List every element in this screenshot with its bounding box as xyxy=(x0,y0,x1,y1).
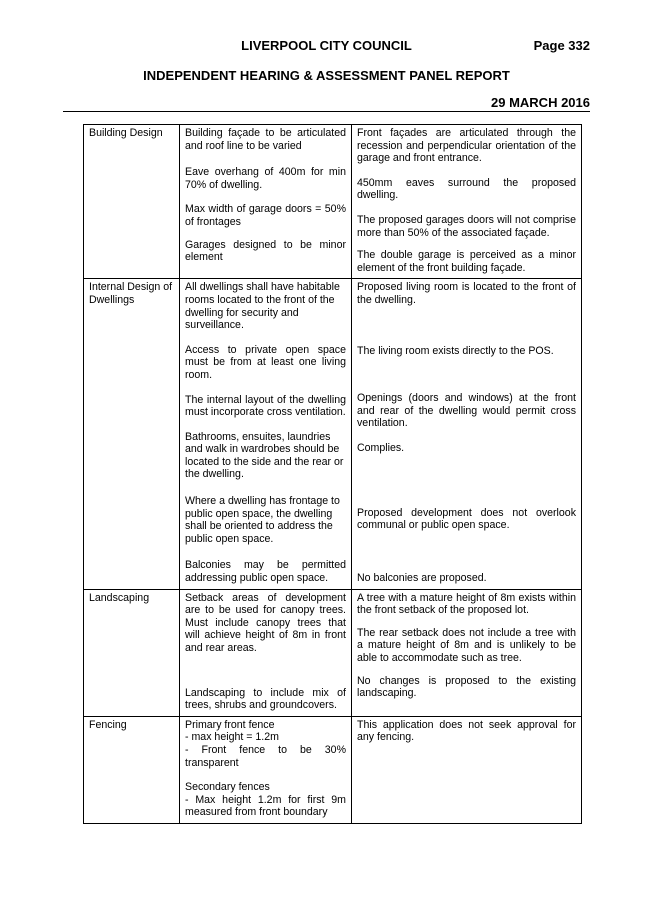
control-item: Landscaping to include mix of trees, shrubs and groundcovers. xyxy=(185,686,346,712)
comment-item: The proposed garages doors will not comprise more than 50% of the associated façade. xyxy=(357,213,576,239)
topic-label: Landscaping xyxy=(89,591,150,604)
comment-item: Complies. xyxy=(357,441,405,454)
topic-cell xyxy=(84,716,180,823)
header-divider xyxy=(63,111,590,112)
council-header: LIVERPOOL CITY COUNCIL xyxy=(241,38,412,53)
comment-item: No balconies are proposed. xyxy=(357,571,487,584)
topic-label: Fencing xyxy=(89,718,127,731)
controls-cell xyxy=(180,125,352,279)
topic-label: Building Design xyxy=(89,127,163,139)
control-item: Setback areas of development are to be used for canopy trees. Must include canopy trees that will achieve height of 8m in front and rear areas. xyxy=(185,591,346,654)
comment-item: A tree with a mature height of 8m exists within the front setback of the proposed lot. xyxy=(357,591,576,617)
topic-cell xyxy=(84,125,180,279)
comment-item: The double garage is perceived as a minor element of the front building façade. xyxy=(357,249,576,274)
controls-cell xyxy=(180,279,352,589)
control-item: The internal layout of the dwelling must incorporate cross ventilation. xyxy=(185,393,346,419)
topic-cell xyxy=(84,279,180,589)
comments-cell xyxy=(352,589,582,716)
controls-cell xyxy=(180,589,352,716)
controls-cell xyxy=(180,716,352,823)
control-item: Garages designed to be minor element xyxy=(185,238,346,264)
table-row xyxy=(84,125,582,279)
comment-item: No changes is proposed to the existing landscaping. xyxy=(357,674,576,700)
comment-item: Front façades are articulated through the recession and perpendicular orientation of the garage and front entrance. xyxy=(357,127,576,165)
report-title: INDEPENDENT HEARING & ASSESSMENT PANEL REPORT xyxy=(143,68,510,83)
comment-item: The living room exists directly to the POS. xyxy=(357,344,554,357)
control-item: Building façade to be articulated and roof line to be varied xyxy=(185,127,346,152)
control-item: All dwellings shall have habitable rooms located to the front of the dwelling for security and surveillance. xyxy=(185,281,340,332)
control-item: Access to private open space must be from at least one living room. xyxy=(185,343,346,381)
control-item: Eave overhang of 400m for min 70% of dwelling. xyxy=(185,166,346,191)
comments-cell xyxy=(352,125,582,279)
control-item: Secondary fences xyxy=(185,781,270,794)
table-row xyxy=(84,589,582,716)
table-row xyxy=(84,716,582,823)
page-number: Page 332 xyxy=(533,38,590,53)
comment-item: Proposed living room is located to the front of the dwelling. xyxy=(357,281,576,306)
comments-cell xyxy=(352,279,582,589)
control-item: - Front fence to be 30% transparent xyxy=(185,743,346,769)
table-row xyxy=(84,279,582,589)
assessment-table xyxy=(83,124,582,824)
control-item: Max width of garage doors = 50% of frontages xyxy=(185,203,346,228)
control-item: - max height = 1.2m xyxy=(185,731,279,744)
comment-item: The rear setback does not include a tree with a mature height of 8m and is unlikely to be able to accommodate such as tree. xyxy=(357,626,576,664)
control-item: Balconies may be permitted addressing public open space. xyxy=(185,559,346,585)
topic-cell xyxy=(84,589,180,716)
comment-item: 450mm eaves surround the proposed dwelling. xyxy=(357,176,576,202)
comment-item: This application does not seek approval for any fencing. xyxy=(357,718,576,744)
topic-label: Internal Design of Dwellings xyxy=(89,281,173,306)
control-item: Where a dwelling has frontage to public open space, the dwelling shall be oriented to address the public open space. xyxy=(185,495,340,545)
report-date: 29 MARCH 2016 xyxy=(491,95,590,110)
comments-cell xyxy=(352,716,582,823)
control-item: Bathrooms, ensuites, laundries and walk in wardrobes should be located to the side and the rear or the dwelling. xyxy=(185,430,344,481)
comment-item: Openings (doors and windows) at the front and rear of the dwelling would permit cross ventilation. xyxy=(357,392,576,430)
comment-item: Proposed development does not overlook communal or public open space. xyxy=(357,506,576,532)
control-item: - Max height 1.2m for first 9m measured from front boundary xyxy=(185,793,346,819)
control-item: Primary front fence xyxy=(185,718,275,731)
